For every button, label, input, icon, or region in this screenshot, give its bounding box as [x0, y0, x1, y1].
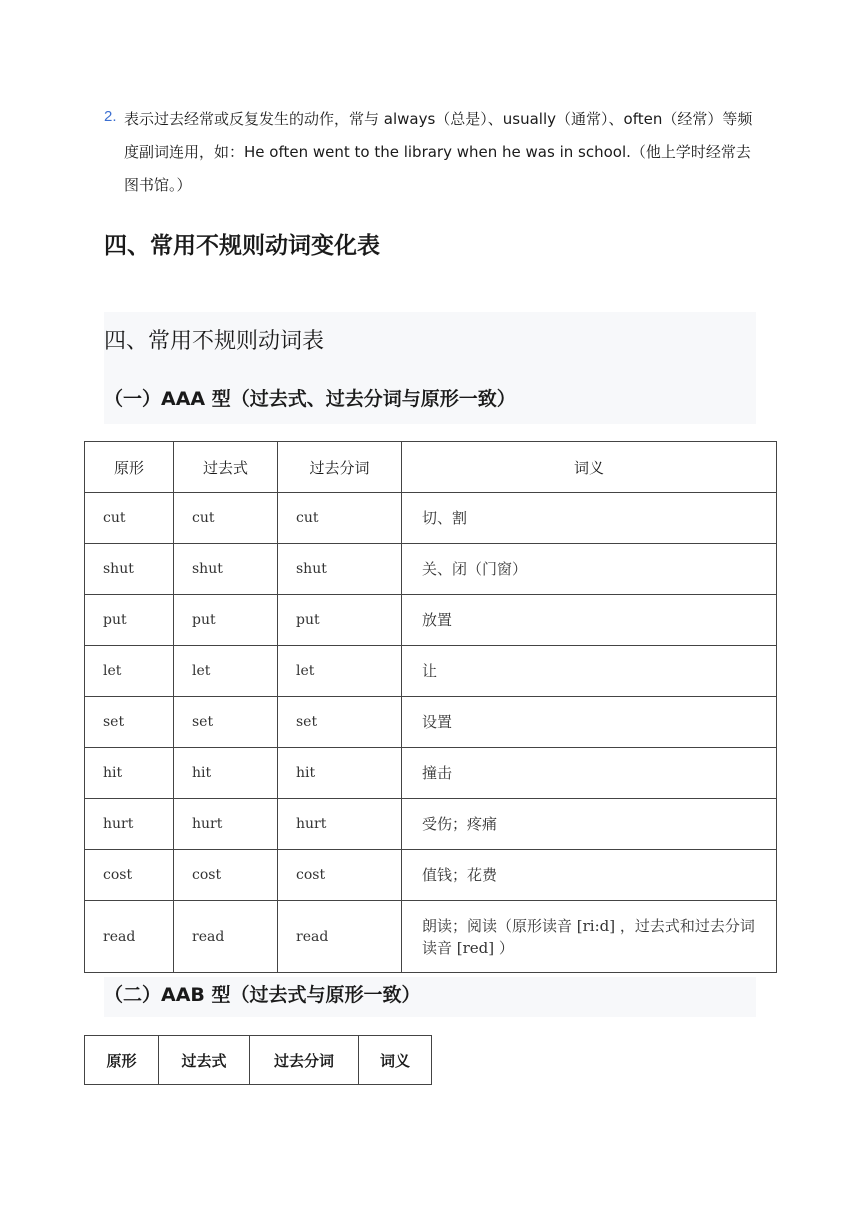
cell-participle: cut	[278, 493, 402, 544]
subtitle-aaa: （一）AAA 型（过去式、过去分词与原形一致）	[104, 388, 516, 410]
table-row	[85, 544, 777, 595]
cell-past: cut	[174, 493, 278, 544]
cell-base: read	[85, 901, 174, 973]
cell-participle: read	[278, 901, 402, 973]
cell-past: put	[174, 595, 278, 646]
header-meaning: 词义	[359, 1036, 432, 1085]
list-item-2	[104, 103, 764, 202]
cell-meaning: 朗读；阅读（原形读音 [ri:d] ，过去式和过去分词读音 [red] ）	[402, 901, 777, 973]
cell-base: let	[85, 646, 174, 697]
cell-meaning: 值钱；花费	[402, 850, 777, 901]
cell-participle: shut	[278, 544, 402, 595]
cell-meaning: 放置	[402, 595, 777, 646]
cell-base: set	[85, 697, 174, 748]
list-item-text: 表示过去经常或反复发生的动作，常与 always（总是）、usually（通常）、often（经常）等频度副词连用，如：He often went to the library when he was in school.（他上学时经常去图书馆。）	[124, 110, 753, 194]
cell-past: set	[174, 697, 278, 748]
cell-participle: cost	[278, 850, 402, 901]
header-past-participle: 过去分词	[278, 442, 402, 493]
cell-past: hit	[174, 748, 278, 799]
cell-base: hit	[85, 748, 174, 799]
cell-participle: put	[278, 595, 402, 646]
cell-participle: hurt	[278, 799, 402, 850]
cell-meaning: 关、闭（门窗）	[402, 544, 777, 595]
cell-meaning: 让	[402, 646, 777, 697]
header-past-tense: 过去式	[174, 442, 278, 493]
header-base-form: 原形	[85, 442, 174, 493]
table-row	[85, 748, 777, 799]
cell-past: read	[174, 901, 278, 973]
cell-participle: set	[278, 697, 402, 748]
cell-past: let	[174, 646, 278, 697]
section-heading-main: 四、常用不规则动词变化表	[104, 233, 380, 259]
table-row	[85, 697, 777, 748]
header-past-participle: 过去分词	[250, 1036, 359, 1085]
cell-base: shut	[85, 544, 174, 595]
header-meaning: 词义	[402, 442, 777, 493]
cell-past: hurt	[174, 799, 278, 850]
cell-meaning: 受伤；疼痛	[402, 799, 777, 850]
table-row	[85, 646, 777, 697]
cell-participle: let	[278, 646, 402, 697]
cell-participle: hit	[278, 748, 402, 799]
cell-past: cost	[174, 850, 278, 901]
cell-meaning: 设置	[402, 697, 777, 748]
subtitle-aab: （二）AAB 型（过去式与原形一致）	[104, 984, 421, 1006]
cell-base: cut	[85, 493, 174, 544]
table-header-row	[85, 1036, 432, 1085]
list-number: 2.	[104, 108, 117, 125]
cell-meaning: 撞击	[402, 748, 777, 799]
cell-base: put	[85, 595, 174, 646]
section-title: 四、常用不规则动词表	[104, 329, 325, 354]
table-aab	[84, 1035, 432, 1085]
table-row	[85, 595, 777, 646]
table-header-row	[85, 442, 777, 493]
cell-base: cost	[85, 850, 174, 901]
cell-past: shut	[174, 544, 278, 595]
table-row	[85, 493, 777, 544]
header-past-tense: 过去式	[159, 1036, 250, 1085]
cell-base: hurt	[85, 799, 174, 850]
table-row	[85, 901, 777, 973]
cell-meaning: 切、割	[402, 493, 777, 544]
table-row	[85, 850, 777, 901]
table-row	[85, 799, 777, 850]
header-base-form: 原形	[85, 1036, 159, 1085]
table-aaa	[84, 441, 777, 973]
